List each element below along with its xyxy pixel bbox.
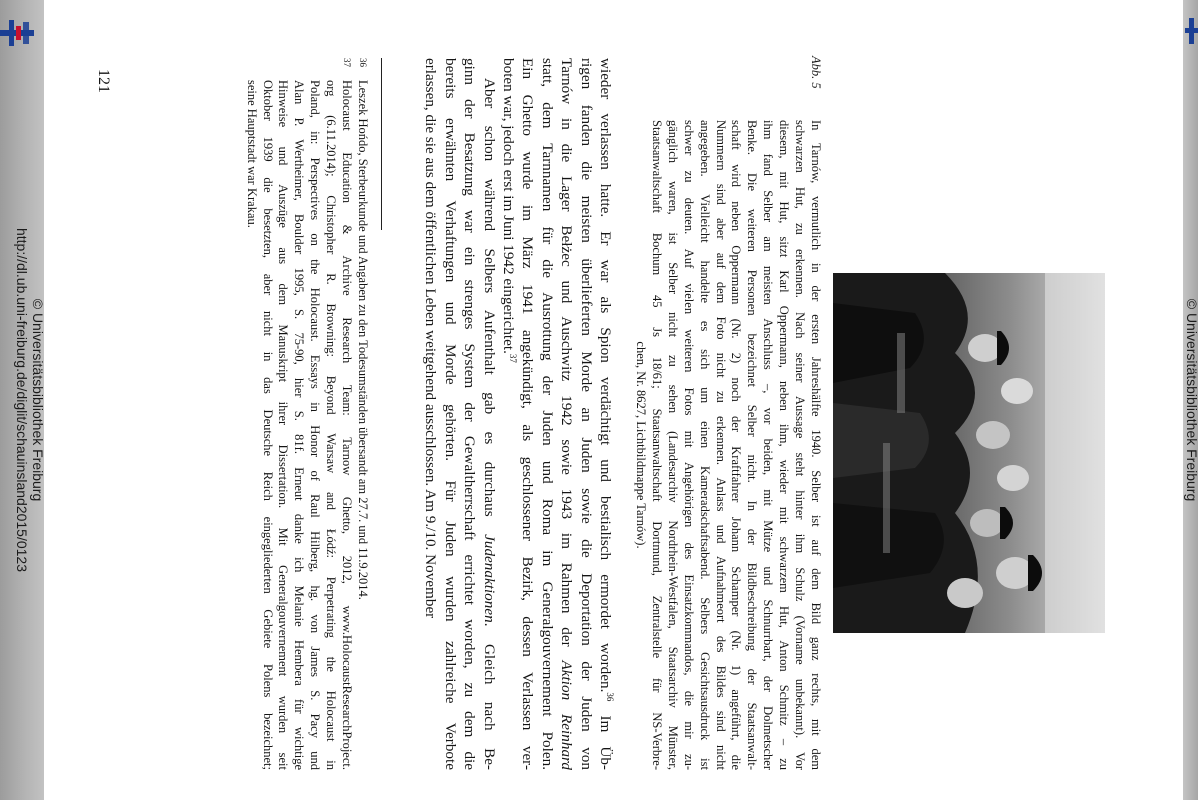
body-line-text: wieder verlassen hatte. Er war als Spion verdächtigt und bestialisch ermordet worden.	[597, 58, 614, 693]
footnote-marker[interactable]: 36	[605, 692, 616, 702]
book-page	[90, 25, 1130, 785]
figure-caption	[632, 56, 823, 770]
body-line	[576, 58, 595, 770]
footnote-line: seine Hauptstadt war Krakau.	[244, 80, 259, 228]
caption-line: In Tarnów, vermutlich in der ersten Jahreshälfte 1940. Selber ist auf dem Bild ganz rechts, mit dem	[809, 120, 823, 770]
body-line-text: Tarnów in die Lager Bełżec und Auschwitz 1942 sowie 1943 im Rahmen der	[558, 58, 576, 661]
body-line-text: erlassen, die sie aus dem öffentlichen Leben weitgehend ausschlossen. Am 9./10. November	[422, 58, 440, 619]
body-text	[421, 58, 615, 770]
body-line-text: Ein Ghetto wurde im März 1941 angekündigt, als geschlossener Bezirk, dessen Verlassen ver-	[519, 58, 537, 770]
footnote	[354, 58, 370, 770]
footnote-line: Hinweise und Auszüge aus dem Manuskript ihrer Dissertation. Mit Generalgouvernement wurden seit	[276, 80, 291, 770]
caption-line: schwarzen Hut, zu erkennen. Nach seiner Aussage steht hinter ihm Schulz (Vorname unbekannt). Vor	[793, 120, 808, 770]
body-line	[460, 58, 479, 770]
body-line-text: statt, dem Tarnnamen für die Ausrottung der Juden und Roma im Generalgouvernement Polen.	[538, 58, 556, 770]
body-line-text: bereits erwähnten Verhaftungen und Morde gehörten. Für Juden wurden zahlreiche Verbote	[441, 58, 459, 770]
body-line-text: Im Üb-	[597, 701, 614, 770]
caption-line: chen, Nr. 8627, Lichtbildmappe Tarnów).	[634, 341, 649, 549]
body-line	[440, 58, 459, 770]
footnote-line: Poland, in: Perspectives on the Holocaust. Essays in Honor of Raul Hilberg, hg. von James S. Pacy und	[308, 80, 323, 770]
caption-line: Nummern sind aber auf dem Foto nicht zu erkennen. Anlass und Aufnahmeort des Bildes sind nicht	[713, 120, 728, 770]
body-line	[479, 58, 498, 770]
footnote-marker[interactable]: 37	[508, 353, 519, 363]
caption-line: diesem, mit Hut, sitzt Karl Oppermann, neben ihm, wieder mit schwarzem Hut, Anton Schmitz – zu	[777, 120, 792, 770]
caption-line: Benke. Die weiteren Personen bezeichnet Selber nicht. In der Bildbeschreibung der Staatsanwalt-	[745, 120, 760, 770]
body-line	[537, 58, 556, 770]
body-line	[518, 58, 537, 770]
body-line-italic: Judenaktionen	[480, 534, 498, 623]
page-number: 121	[95, 69, 112, 93]
footnote-line: Oktober 1939 die besetzten, aber nicht in das Deutsche Reich eingegliederten Gebiete Polens bezeichnet;	[260, 80, 275, 770]
footnote-number: 36	[358, 58, 368, 67]
footnote-line: org (6.11.2014); Christopher R. Browning: Beyond Warsaw and Łódź: Perpetrating the Holocaust in	[324, 80, 339, 770]
caption-line: Staatsanwaltschaft Bochum 45 Js 18/61; Staatsanwaltschaft Dortmund, Zentralstelle für NS-Verbre-	[649, 120, 664, 770]
footnote-number: 37	[342, 58, 353, 67]
figure-label: Abb. 5	[809, 56, 823, 89]
body-line-text: Aber schon während Selbers Aufenthalt gab es durchaus	[480, 78, 498, 535]
body-line-italic: Aktion Reinhard	[558, 660, 576, 770]
footnote-line: Leszek Hońdo, Sterbeurkunde und Angaben zu den Todesumständen übersandt am 27.7. und 11.9.2014.	[356, 80, 370, 600]
copyright-right: © Universitätsbibliothek Freiburg	[1184, 298, 1200, 502]
caption-line: schaft wird neben Oppermann (Nr. 2) noch der Kraftfahrer Johann Schamper (Nr. 1) angeführt, die	[729, 120, 744, 770]
body-line-text: . Gleich nach Be-	[480, 622, 498, 770]
body-line	[421, 58, 440, 770]
page-url[interactable]: http://dl.ub.uni-freiburg.de/diglit/schauinsland2015/0123	[14, 227, 30, 573]
library-logo-icon	[0, 16, 34, 50]
body-line-text: boten war, jedoch erst im Juni 1942 eingerichtet.	[499, 58, 517, 354]
caption-line: ihm fand Selber am meisten Anschluss –, vor beiden, mit Mütze und Schnurrbart, der Dolmetscher	[761, 120, 776, 770]
body-line	[557, 58, 576, 770]
body-line-text: rigen fanden die meisten überlieferten Morde an Juden sowie die Deportation der Juden von	[577, 58, 595, 770]
historical-photo	[833, 273, 1105, 633]
body-line	[499, 58, 518, 770]
footnote-line: Alan P. Wertheimer, Boulder 1995, S. 75-90, hier S. 81f. Erneut danke ich Melanie Hembera für wichtige	[292, 80, 307, 770]
caption-line: angegeben. Vielleicht handelte es sich um einen Kameradschaftsabend. Selbers Gesichtsausdruck ist	[697, 120, 712, 770]
body-line-text: ginn der Besatzung war ein strenges System der Gewaltherrschaft errichtet worden, zu dem die	[461, 58, 479, 770]
footnotes	[243, 58, 370, 770]
footnote-line: Holocaust Education & Archive Research Team: Tarnow Ghetto, 2012, www.HolocaustResearchProject.	[340, 80, 355, 770]
caption-line: gänglich waren, ist Selber nicht zu sehen (Landesarchiv Nordrhein-Westfalen, Staatsarchiv Münster,	[665, 120, 680, 770]
body-line	[596, 58, 615, 770]
library-logo-icon-right	[1185, 18, 1198, 44]
footnote-rule	[381, 58, 382, 230]
copyright-left: © Universitätsbibliothek Freiburg	[30, 298, 46, 502]
caption-line: schwer zu deuten. Auf vielen weiteren Fotos mit Angehörigen des Einsatzkommandos, die mir zu-	[681, 120, 696, 770]
footnote	[243, 58, 355, 770]
